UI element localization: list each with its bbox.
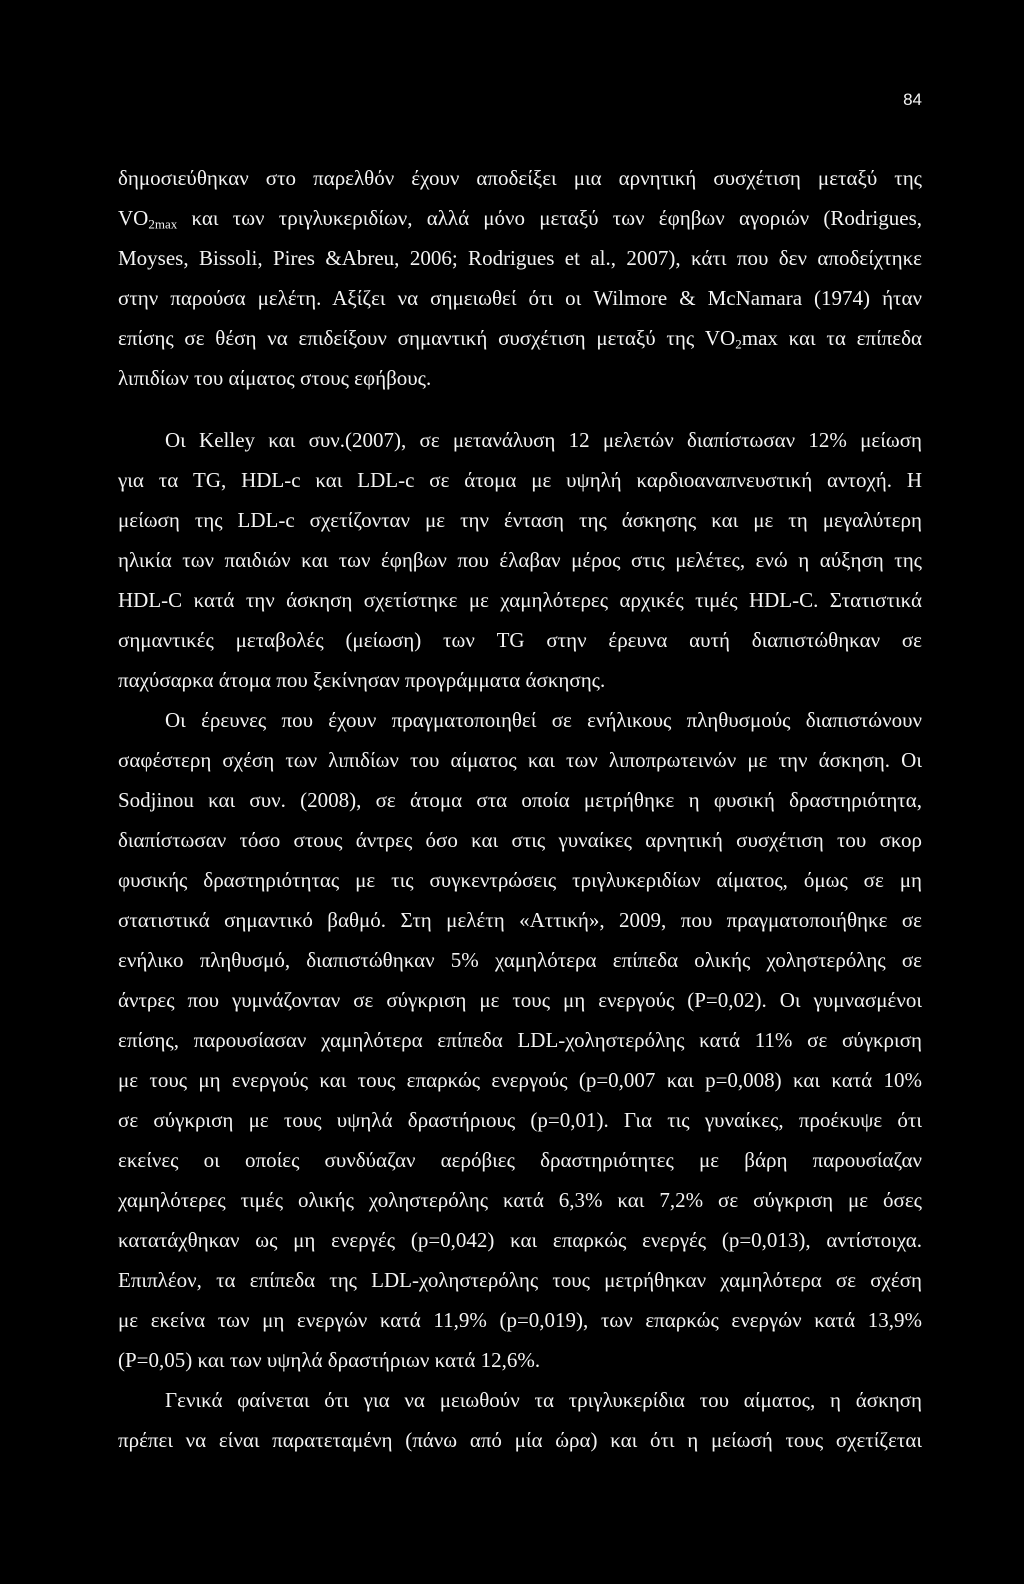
text-line: διαπίστωσαν τόσο στους άντρες όσο και στις γυναίκες αρνητική συσχέτιση του σκορ [118, 828, 922, 852]
text-line [118, 318, 922, 358]
text-line: λιπιδίων του αίματος στους εφήβους. [118, 366, 432, 390]
text-line: στατιστικά σημαντικό βαθμό. Στη μελέτη «Αττική», 2009, που πραγματοποιήθηκε σε [118, 908, 922, 932]
text-line: πρέπει να είναι παρατεταμένη (πάνω από μία ώρα) και ότι η μείωσή τους σχετίζεται [118, 1428, 922, 1452]
text-line: άντρες που γυμνάζονταν σε σύγκριση με τους μη ενεργούς (P=0,02). Οι γυμνασμένοι [118, 988, 922, 1012]
text-segment: VO [118, 206, 149, 230]
page-number: 84 [903, 90, 922, 109]
text-line: για τα TG, HDL-c και LDL-c σε άτομα με υψηλή καρδιοαναπνευστική αντοχή. Η [118, 468, 922, 492]
text-line: μείωση της LDL-c σχετίζονταν με την ένταση της άσκησης και με τη μεγαλύτερη [118, 508, 922, 532]
paragraph [118, 1380, 922, 1460]
subscript: 2 [735, 336, 742, 352]
text-line: με τους μη ενεργούς και τους επαρκώς ενεργούς (p=0,007 και p=0,008) και κατά 10% [118, 1068, 922, 1092]
text-line: σε σύγκριση με τους υψηλά δραστήριους (p=0,01). Για τις γυναίκες, προέκυψε ότι [118, 1108, 922, 1132]
paragraph [118, 700, 922, 1380]
text-line [118, 198, 922, 238]
text-line: Moyses, Bissoli, Pires &Abreu, 2006; Rodrigues et al., 2007), κάτι που δεν αποδείχτηκε [118, 246, 922, 270]
text-line: Οι έρευνες που έχουν πραγματοποιηθεί σε ενήλικους πληθυσμούς διαπιστώνουν [165, 708, 922, 732]
text-line: Επιπλέον, τα επίπεδα της LDL-χοληστερόλης τους μετρήθηκαν χαμηλότερα σε σχέση [118, 1268, 922, 1292]
text-line: Sodjinou και συν. (2008), σε άτομα στα οποία μετρήθηκε η φυσική δραστηριότητα, [118, 788, 922, 812]
text-segment: και των τριγλυκεριδίων, αλλά μόνο μεταξύ των έφηβων αγοριών (Rodrigues, [177, 206, 922, 230]
text-line: φυσικής δραστηριότητας με τις συγκεντρώσεις τριγλυκεριδίων αίματος, όμως σε μη [118, 868, 922, 892]
paragraph [118, 420, 922, 700]
text-line: (P=0,05) και των υψηλά δραστήριων κατά 12,6%. [118, 1348, 541, 1372]
text-line: σαφέστερη σχέση των λιπιδίων του αίματος και των λιποπρωτεινών με την άσκηση. Οι [118, 748, 922, 772]
text-line: HDL-C κατά την άσκηση σχετίστηκε με χαμηλότερες αρχικές τιμές HDL-C. Στατιστικά [118, 588, 922, 612]
text-line: ηλικία των παιδιών και των έφηβων που έλαβαν μέρος στις μελέτες, ενώ η αύξηση της [118, 548, 922, 572]
text-line: κατατάχθηκαν ως μη ενεργές (p=0,042) και επαρκώς ενεργές (p=0,013), αντίστοιχα. [118, 1228, 922, 1252]
text-segment: επίσης σε θέση να επιδείξουν σημαντική συσχέτιση μεταξύ της VO [118, 326, 736, 350]
text-line: δημοσιεύθηκαν στο παρελθόν έχουν αποδείξει μια αρνητική συσχέτιση μεταξύ της [118, 166, 922, 190]
text-line: με εκείνα των μη ενεργών κατά 11,9% (p=0,019), των επαρκώς ενεργών κατά 13,9% [118, 1308, 922, 1332]
text-line: σημαντικές μεταβολές (μείωση) των TG στην έρευνα αυτή διαπιστώθηκαν σε [118, 628, 922, 652]
text-line: επίσης, παρουσίασαν χαμηλότερα επίπεδα LDL-χοληστερόλης κατά 11% σε σύγκριση [118, 1028, 922, 1052]
text-line: εκείνες οι οποίες συνδύαζαν αερόβιες δραστηριότητες με βάρη παρουσίαζαν [118, 1148, 922, 1172]
text-line: παχύσαρκα άτομα που ξεκίνησαν προγράμματα άσκησης. [118, 668, 606, 692]
text-segment: max και τα επίπεδα [741, 326, 922, 350]
text-line: Γενικά φαίνεται ότι για να μειωθούν τα τριγλυκερίδια του αίματος, η άσκηση [165, 1388, 922, 1412]
text-line: Οι Kelley και συν.(2007), σε μετανάλυση 12 μελετών διαπίστωσαν 12% μείωση [165, 428, 922, 452]
text-line: χαμηλότερες τιμές ολικής χοληστερόλης κατά 6,3% και 7,2% σε σύγκριση με όσες [118, 1188, 922, 1212]
subscript: 2max [148, 216, 178, 232]
text-line: στην παρούσα μελέτη. Αξίζει να σημειωθεί ότι οι Wilmore & McNamara (1974) ήταν [118, 286, 922, 310]
text-line: ενήλικο πληθυσμό, διαπιστώθηκαν 5% χαμηλότερα επίπεδα ολικής χοληστερόλης σε [118, 948, 922, 972]
body-text [118, 158, 922, 1460]
paragraph [118, 158, 922, 398]
